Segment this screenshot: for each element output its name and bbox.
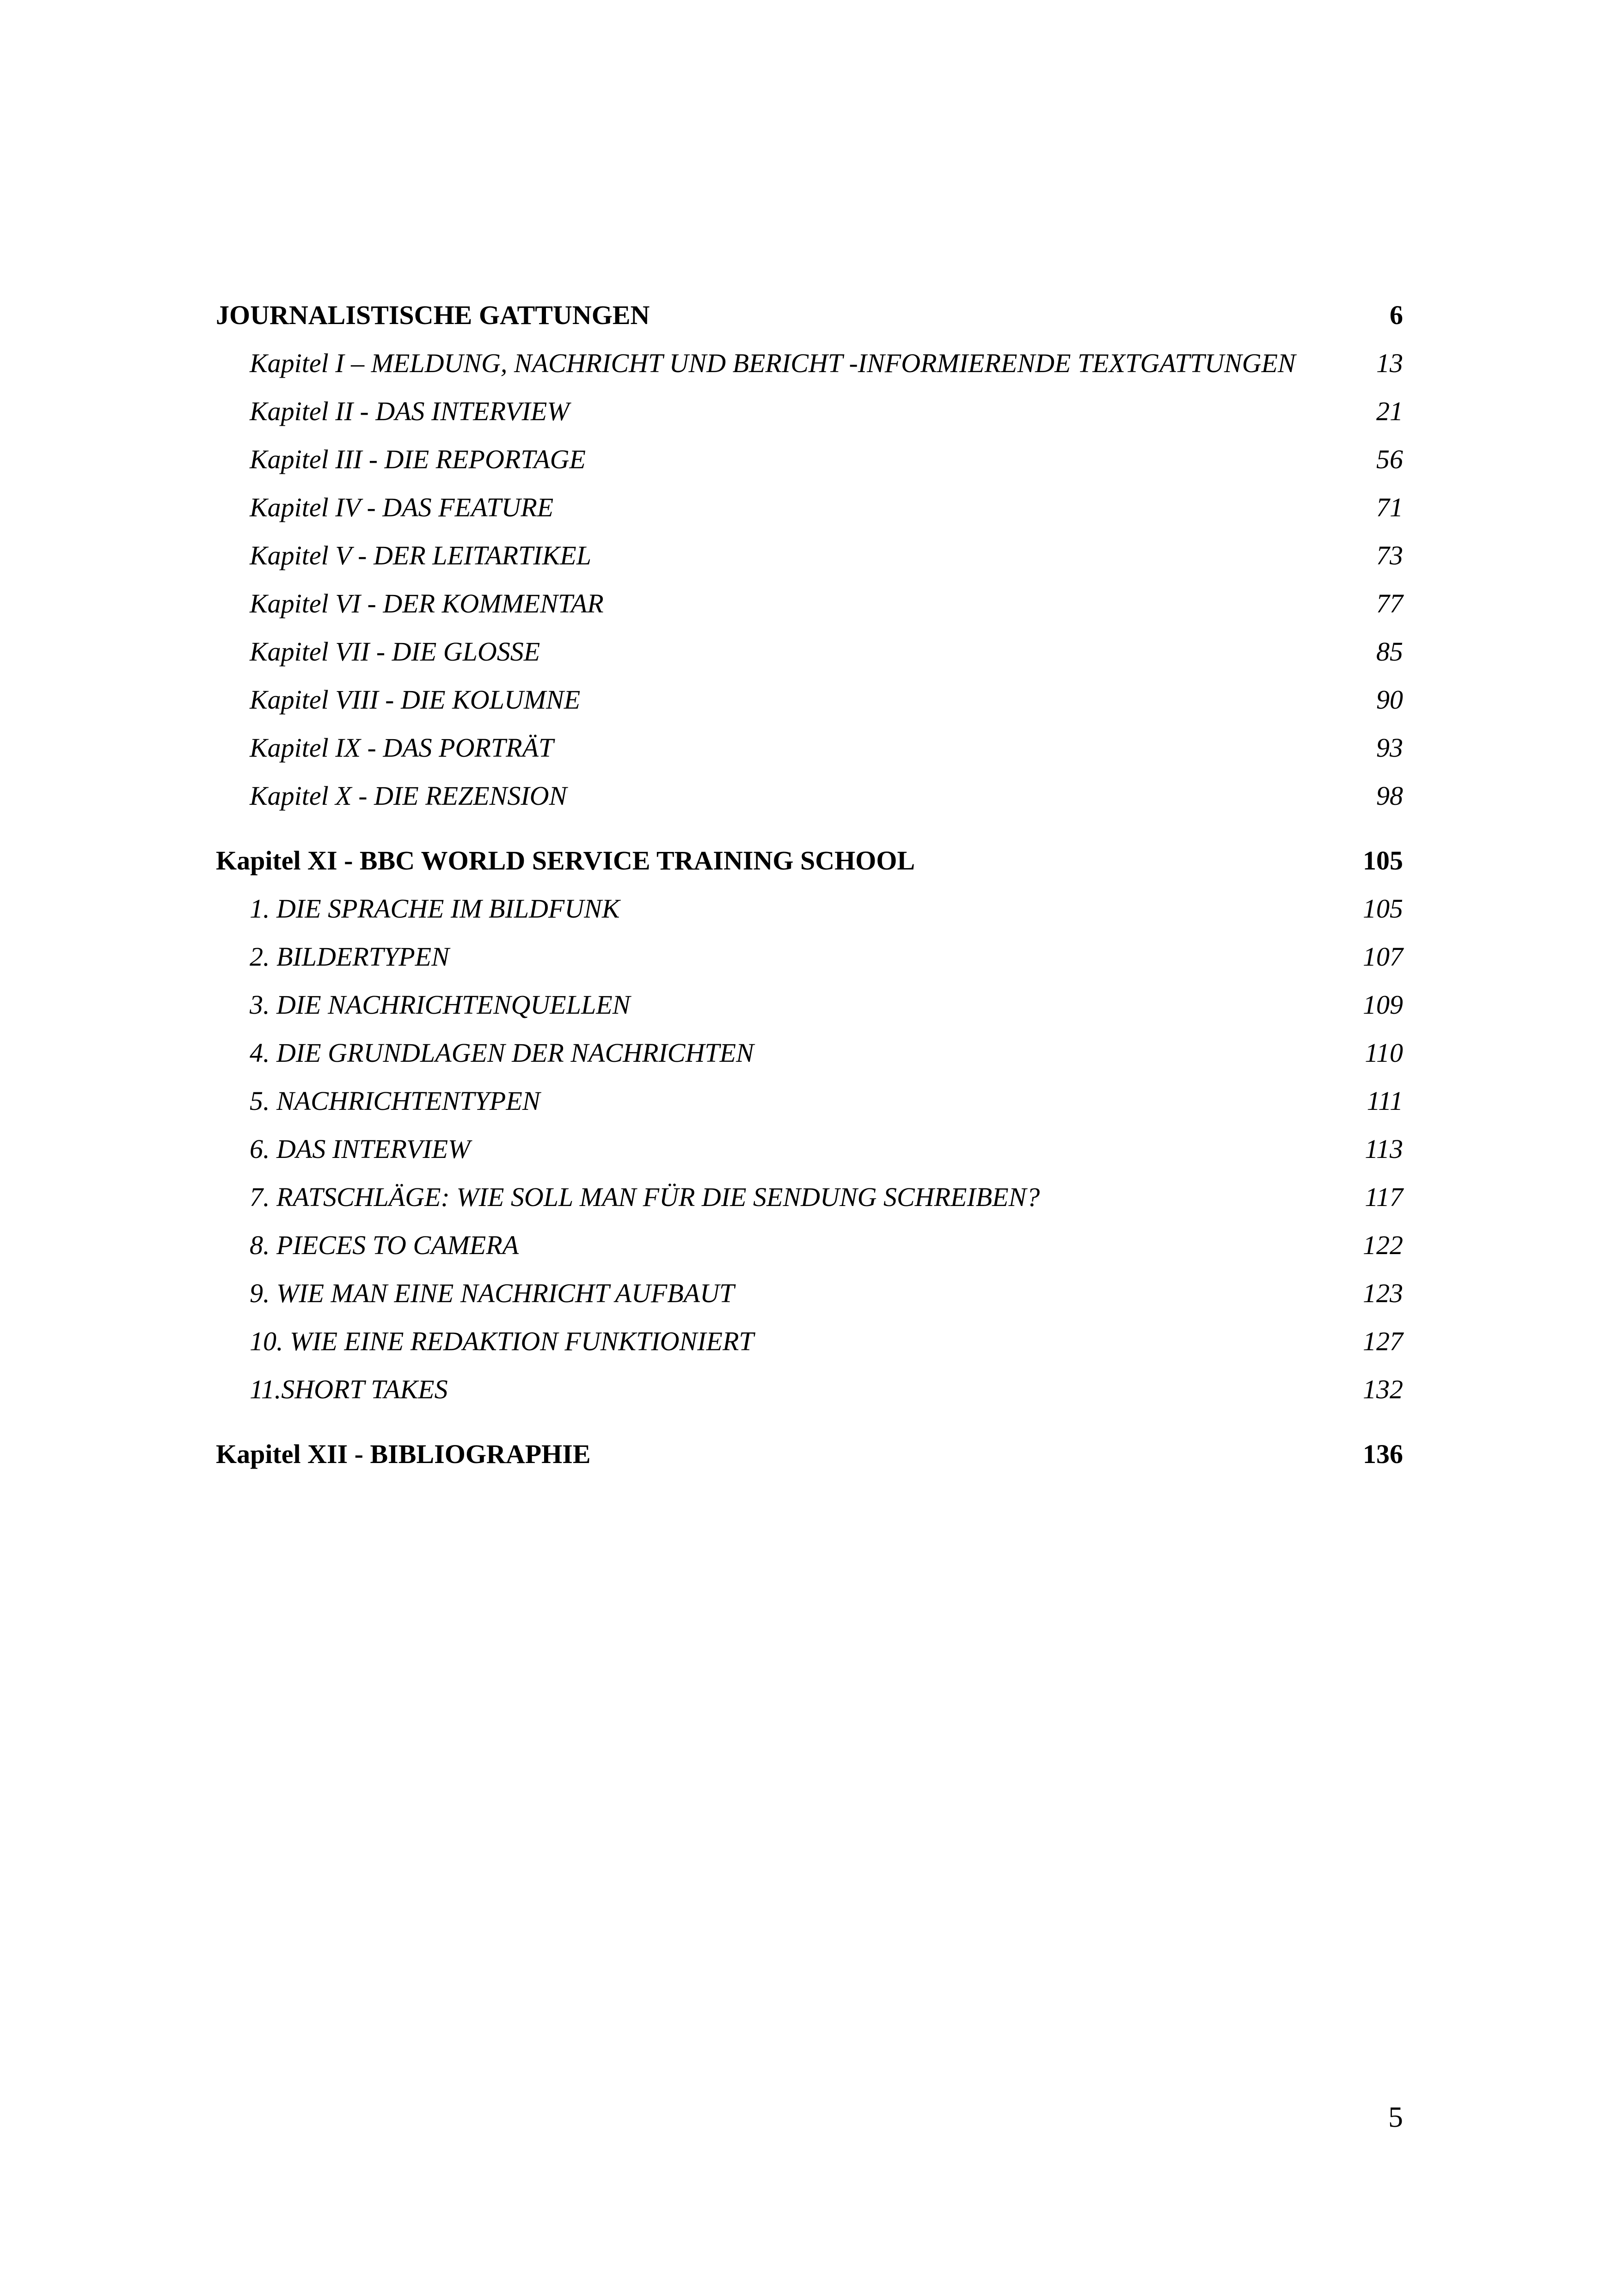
toc-entry-page: 73: [1376, 540, 1403, 570]
toc-section-heading[interactable]: [216, 837, 1403, 885]
toc-entry-title: Kapitel VI - DER KOMMENTAR: [250, 588, 604, 618]
toc-entry[interactable]: [216, 1317, 1403, 1365]
toc-entry[interactable]: [216, 1029, 1403, 1077]
toc-entry-page: 71: [1376, 492, 1403, 522]
toc-entry-page: 98: [1376, 781, 1403, 811]
toc-entry-title: 10. WIE EINE REDAKTION FUNKTIONIERT: [250, 1326, 754, 1356]
toc-entry[interactable]: [216, 339, 1403, 387]
section-spacer: [216, 1414, 1403, 1430]
toc-entry-page: 117: [1365, 1182, 1403, 1212]
toc-section-title: JOURNALISTISCHE GATTUNGEN: [216, 300, 650, 330]
toc-entry[interactable]: [216, 885, 1403, 933]
toc-entry-page: 113: [1365, 1134, 1403, 1164]
toc-entry-title: Kapitel VIII - DIE KOLUMNE: [250, 685, 581, 715]
toc-entry-page: 123: [1363, 1278, 1403, 1308]
toc-entry-page: 13: [1376, 348, 1403, 378]
toc-entry-page: 109: [1363, 990, 1403, 1020]
toc-section-heading[interactable]: [216, 291, 1403, 339]
toc-entry-title: Kapitel IX - DAS PORTRÄT: [250, 733, 554, 763]
toc-entry-page: 111: [1367, 1086, 1403, 1116]
section-spacer: [216, 820, 1403, 837]
toc-entry[interactable]: [216, 532, 1403, 580]
toc-entry-page: 107: [1363, 942, 1403, 972]
toc-entry-title: 9. WIE MAN EINE NACHRICHT AUFBAUT: [250, 1278, 735, 1308]
toc-section-page: 6: [1390, 300, 1403, 330]
toc-entry-title: 4. DIE GRUNDLAGEN DER NACHRICHTEN: [250, 1038, 754, 1068]
toc-entry-title: 1. DIE SPRACHE IM BILDFUNK: [250, 894, 620, 924]
toc-entry-page: 85: [1376, 637, 1403, 667]
toc-entry-page: 90: [1376, 685, 1403, 715]
toc-entry[interactable]: [216, 1365, 1403, 1414]
toc-section-page: 105: [1363, 845, 1403, 876]
toc-entry[interactable]: [216, 1173, 1403, 1221]
toc-entry-title: 11.SHORT TAKES: [250, 1374, 448, 1404]
toc-section-page: 136: [1363, 1439, 1403, 1469]
toc-entry-page: 122: [1363, 1230, 1403, 1260]
toc-entry[interactable]: [216, 484, 1403, 532]
toc-entry-title: 2. BILDERTYPEN: [250, 942, 449, 972]
toc-entry[interactable]: [216, 1077, 1403, 1125]
toc-entry-page: 21: [1376, 396, 1403, 426]
toc-entry-title: Kapitel VII - DIE GLOSSE: [250, 637, 540, 667]
toc-entry[interactable]: [216, 387, 1403, 435]
toc-entry-page: 127: [1363, 1326, 1403, 1356]
toc-entry[interactable]: [216, 580, 1403, 628]
toc-entry[interactable]: [216, 628, 1403, 676]
toc-entry-page: 132: [1363, 1374, 1403, 1404]
toc-entry-page: 105: [1363, 894, 1403, 924]
toc-entry[interactable]: [216, 1125, 1403, 1173]
toc-entry-title: Kapitel II - DAS INTERVIEW: [250, 396, 570, 426]
toc-entry[interactable]: [216, 435, 1403, 484]
toc-entry-page: 77: [1376, 588, 1403, 618]
toc-entry[interactable]: [216, 981, 1403, 1029]
toc-entry[interactable]: [216, 724, 1403, 772]
toc-entry-title: Kapitel IV - DAS FEATURE: [250, 492, 554, 522]
toc-section-title: Kapitel XI - BBC WORLD SERVICE TRAINING SCHOOL: [216, 845, 915, 876]
toc-entry-title: Kapitel V - DER LEITARTIKEL: [250, 540, 591, 570]
toc-section-heading[interactable]: [216, 1430, 1403, 1478]
toc-entry[interactable]: [216, 772, 1403, 820]
toc-entry-title: 7. RATSCHLÄGE: WIE SOLL MAN FÜR DIE SENDUNG SCHREIBEN?: [250, 1182, 1040, 1212]
toc-entry-page: 56: [1376, 444, 1403, 474]
toc-entry[interactable]: [216, 1269, 1403, 1317]
toc-entry-title: 3. DIE NACHRICHTENQUELLEN: [250, 990, 631, 1020]
toc-section-title: Kapitel XII - BIBLIOGRAPHIE: [216, 1439, 591, 1469]
toc-entry-title: 8. PIECES TO CAMERA: [250, 1230, 519, 1260]
toc-entry-page: 110: [1365, 1038, 1403, 1068]
toc-entry-title: Kapitel X - DIE REZENSION: [250, 781, 567, 811]
toc-entry[interactable]: [216, 1221, 1403, 1269]
toc-entry-title: Kapitel III - DIE REPORTAGE: [250, 444, 586, 474]
toc-entry-title: 5. NACHRICHTENTYPEN: [250, 1086, 540, 1116]
toc-entry[interactable]: [216, 933, 1403, 981]
page-number: 5: [1388, 2100, 1403, 2133]
table-of-contents: [216, 291, 1403, 1478]
toc-entry[interactable]: [216, 676, 1403, 724]
toc-entry-title: 6. DAS INTERVIEW: [250, 1134, 471, 1164]
toc-entry-page: 93: [1376, 733, 1403, 763]
toc-entry-title: Kapitel I – MELDUNG, NACHRICHT UND BERICHT -INFORMIERENDE TEXTGATTUNGEN: [250, 348, 1296, 378]
